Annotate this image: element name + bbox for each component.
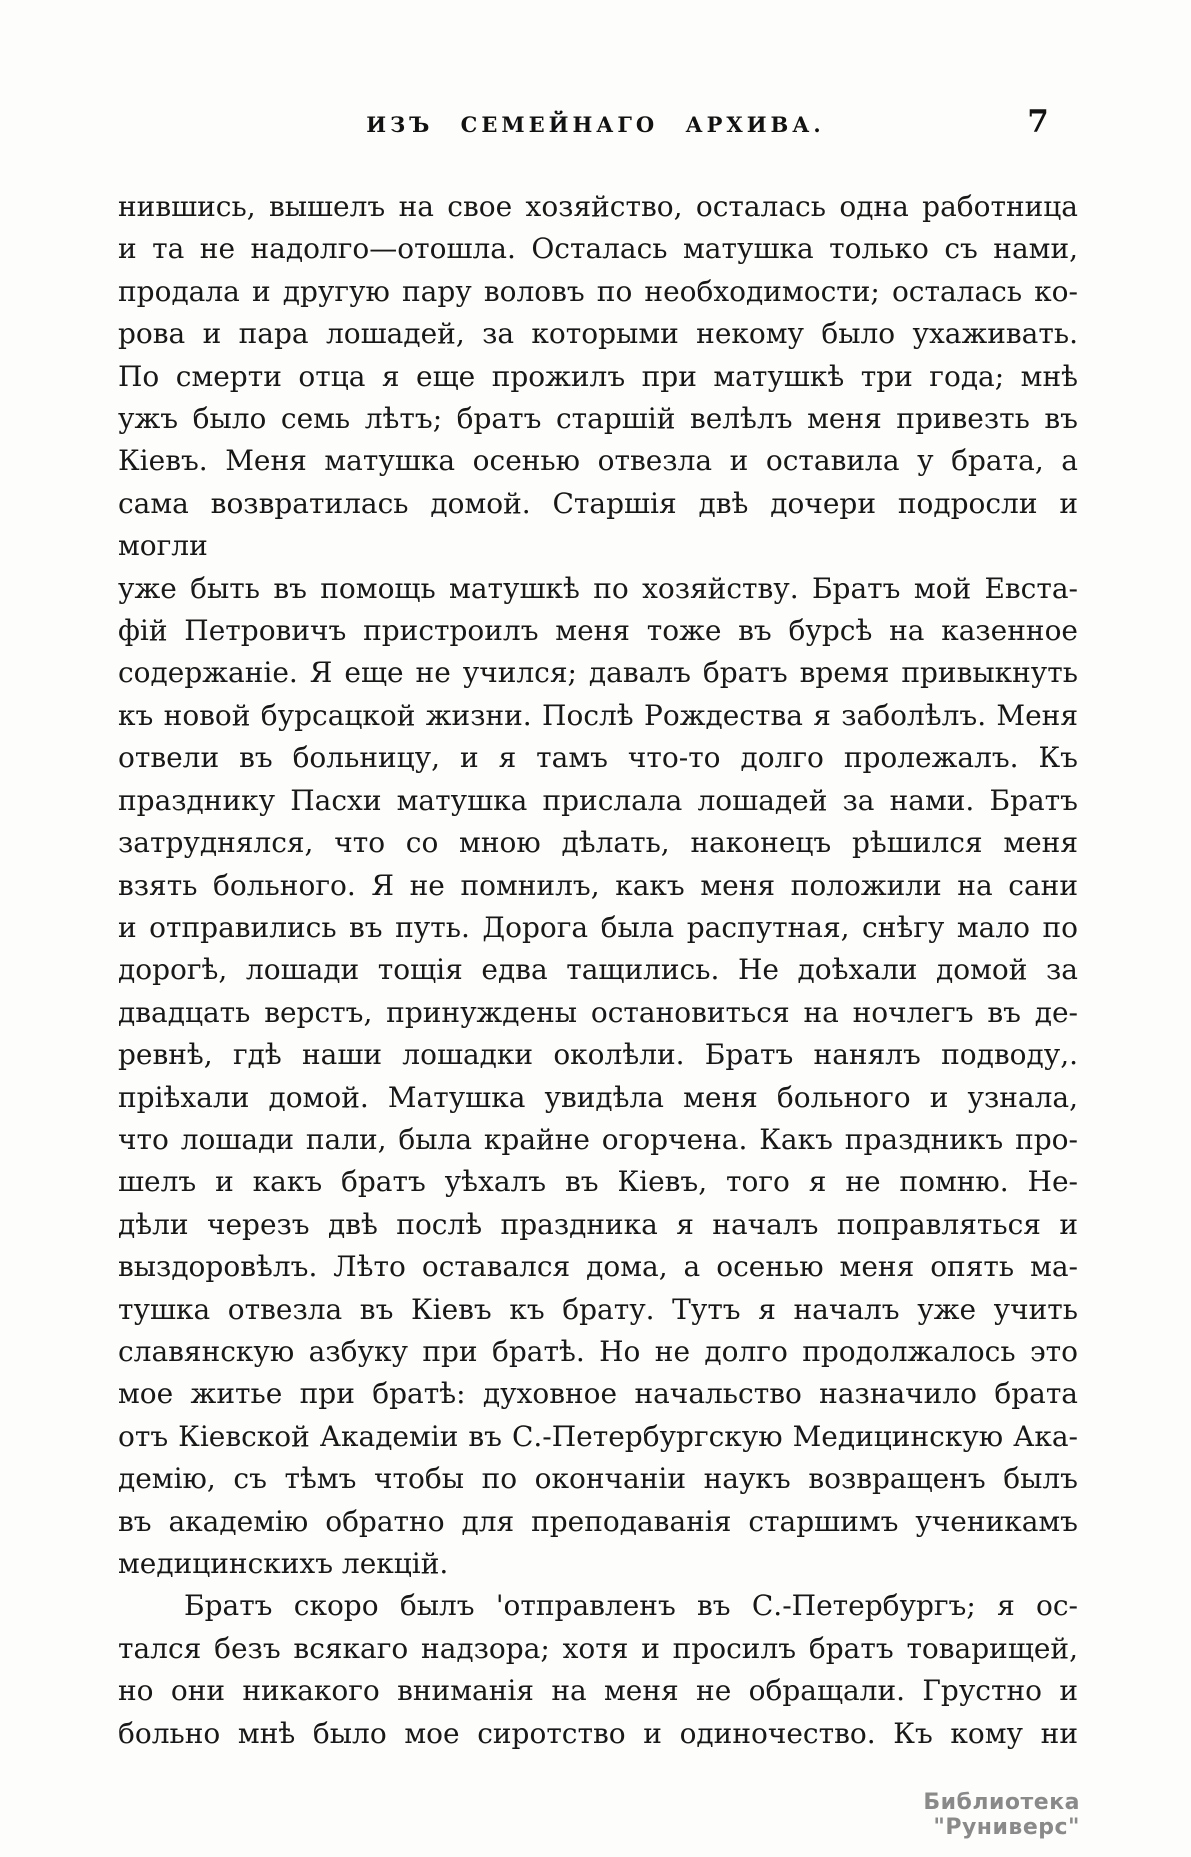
text-line: уже быть въ помощь матушкѣ по хозяйству. Братъ мой Евста-: [118, 571, 1078, 605]
text-line: демію, съ тѣмъ чтобы по окончаніи наукъ возвращенъ былъ: [118, 1462, 1078, 1496]
page-body: [118, 186, 1078, 1755]
text-line: По смерти отца я еще прожилъ при матушкѣ три года; мнѣ: [118, 359, 1078, 393]
text-line: шелъ и какъ братъ уѣхалъ въ Кіевъ, того я не помню. Не-: [118, 1165, 1078, 1199]
text-line: въ академію обратно для преподаванія старшимъ ученикамъ: [118, 1504, 1078, 1538]
text-line: дорогѣ, лошади тощія едва тащились. Не доѣхали домой за: [118, 953, 1078, 987]
text-line: что лошади пали, была крайне огорчена. Какъ праздникъ про-: [118, 1122, 1078, 1156]
text-line: рова и пара лошадей, за которыми некому было ухаживать.: [118, 317, 1078, 351]
text-line: отъ Кіевской Академіи въ С.-Петербургскую Медицинскую Ака-: [118, 1419, 1078, 1453]
running-header-title: ИЗЪ СЕМЕЙНАГО АРХИВА.: [366, 112, 825, 137]
text-line: дѣли черезъ двѣ послѣ праздника я началъ поправляться и: [118, 1207, 1078, 1241]
page-number: 7: [1027, 104, 1049, 140]
text-line: но они никакого вниманія на меня не обращали. Грустно и: [118, 1674, 1078, 1708]
text-line: къ новой бурсацкой жизни. Послѣ Рождества я заболѣлъ. Меня: [118, 698, 1078, 732]
text-line: Кіевъ. Меня матушка осенью отвезла и оставила у брата, а: [118, 444, 1078, 478]
text-line: и та не надолго—отошла. Осталась матушка только съ нами,: [118, 232, 1078, 266]
library-watermark: Библиотека "Руниверс": [923, 1790, 1080, 1840]
text-line: выздоровѣлъ. Лѣто оставался дома, а осенью меня опять ма-: [118, 1250, 1078, 1284]
text-line: взять больного. Я не помнилъ, какъ меня положили на сани: [118, 868, 1078, 902]
text-line: тушка отвезла въ Кіевъ къ брату. Тутъ я началъ уже учить: [118, 1292, 1078, 1326]
text-line: пріѣхали домой. Матушка увидѣла меня больного и узнала,: [118, 1080, 1078, 1114]
text-line: фій Петровичъ пристроилъ меня тоже въ бурсѣ на казенное: [118, 614, 1078, 648]
text-line: продала и другую пару воловъ по необходимости; осталась ко-: [118, 274, 1078, 308]
text-line: затруднялся, что со мною дѣлать, наконецъ рѣшился меня: [118, 826, 1078, 860]
text-line: тался безъ всякаго надзора; хотя и просилъ братъ товарищей,: [118, 1631, 1078, 1665]
text-line: ревнѣ, гдѣ наши лошадки околѣли. Братъ нанялъ подводу,.: [118, 1038, 1078, 1072]
text-line: и отправились въ путь. Дорога была распутная, снѣгу мало по: [118, 910, 1078, 944]
text-line-paragraph-start: Братъ скоро былъ 'отправленъ въ С.-Петербургъ; я ос-: [184, 1589, 1078, 1623]
text-line: двадцать верстъ, принуждены остановиться на ночлегъ въ де-: [118, 995, 1078, 1029]
text-line: сама возвратилась домой. Старшія двѣ дочери подросли и могли: [118, 486, 1078, 563]
text-line: нившись, вышелъ на свое хозяйство, осталась одна работница: [118, 190, 1078, 223]
text-line: отвели въ больницу, и я тамъ что-то долго пролежалъ. Къ: [118, 741, 1078, 775]
text-line-paragraph-end: медицинскихъ лекцій.: [118, 1547, 449, 1580]
text-line: содержаніе. Я еще не учился; давалъ братъ время привыкнуть: [118, 656, 1078, 690]
text-line: празднику Пасхи матушка прислала лошадей за нами. Братъ: [118, 783, 1078, 817]
text-line: славянскую азбуку при братѣ. Но не долго продолжалось это: [118, 1334, 1078, 1368]
text-line: больно мнѣ было мое сиротство и одиночество. Къ кому ни: [118, 1716, 1078, 1750]
text-line: ужъ было семь лѣтъ; братъ старшій велѣлъ меня привезть въ: [118, 402, 1078, 436]
text-line: мое житье при братѣ: духовное начальство назначило брата: [118, 1377, 1078, 1411]
